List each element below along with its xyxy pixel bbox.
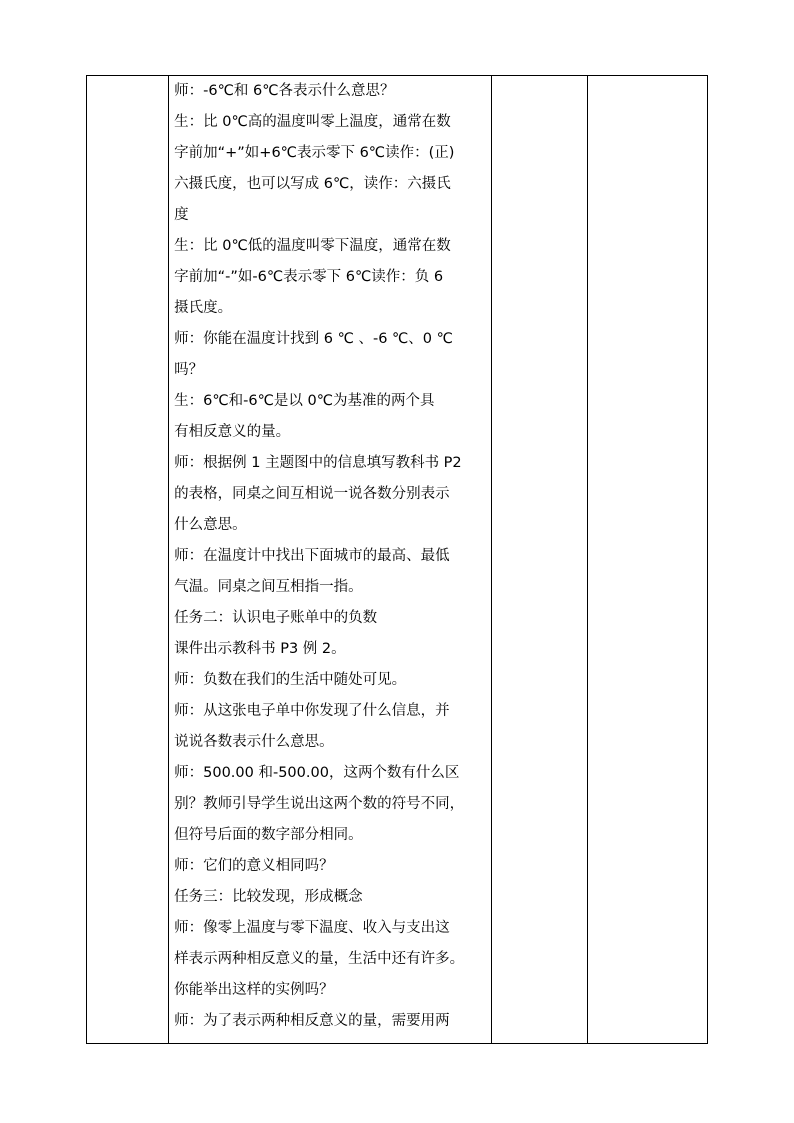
content-line: 师：从这张电子单中你发现了什么信息，并 <box>174 703 450 719</box>
content-line: 生：6℃和-6℃是以 0℃为基准的两个具 <box>174 393 435 409</box>
teaching-content-cell <box>169 76 492 1044</box>
content-line: 摄氏度。 <box>174 300 233 316</box>
student-activity-cell <box>491 76 587 1044</box>
table-row <box>87 76 708 1044</box>
content-line: 吗？ <box>174 362 204 378</box>
content-line: 但符号后面的数字部分相同。 <box>174 827 363 843</box>
content-line: 说说各数表示什么意思。 <box>174 734 334 750</box>
content-line: 师：在温度计中找出下面城市的最高、最低 <box>174 548 450 564</box>
content-line: 字前加“-”如-6℃表示零下 6℃读作：负 6 <box>174 269 444 285</box>
content-line: 别？教师引导学生说出这两个数的符号不同， <box>174 796 465 812</box>
content-line: 的表格，同桌之间互相说一说各数分别表示 <box>174 486 450 502</box>
content-line: 师：它们的意义相同吗？ <box>174 858 334 874</box>
content-line: 师：你能在温度计找到 6 ℃ 、-6 ℃、0 ℃ <box>174 331 453 347</box>
stage-cell <box>87 76 169 1044</box>
content-line: 你能举出这样的实例吗？ <box>174 982 334 998</box>
content-line: 生：比 0℃低的温度叫零下温度，通常在数 <box>174 238 451 254</box>
content-line: 任务二：认识电子账单中的负数 <box>174 610 378 626</box>
content-line: 师：-6℃和 6℃各表示什么意思？ <box>174 83 395 99</box>
design-intent-cell <box>587 76 707 1044</box>
content-line: 课件出示教科书 P3 例 2。 <box>174 641 346 657</box>
content-line: 任务三：比较发现，形成概念 <box>174 889 363 905</box>
content-line: 师：像零上温度与零下温度、收入与支出这 <box>174 920 450 936</box>
content-line: 气温。同桌之间互相指一指。 <box>174 579 363 595</box>
content-line: 有相反意义的量。 <box>174 424 291 440</box>
content-line: 样表示两种相反意义的量，生活中还有许多。 <box>174 951 465 967</box>
content-line: 师：负数在我们的生活中随处可见。 <box>174 672 407 688</box>
content-line: 六摄氏度，也可以写成 6℃，读作：六摄氏 <box>174 176 451 192</box>
content-line: 师：500.00 和-500.00，这两个数有什么区 <box>174 765 460 781</box>
content-line: 度 <box>174 207 189 223</box>
content-line: 师：为了表示两种相反意义的量，需要用两 <box>174 1013 450 1029</box>
content-line: 什么意思。 <box>174 517 247 533</box>
lesson-plan-table <box>86 75 708 1044</box>
content-line: 师：根据例 1 主题图中的信息填写教科书 P2 <box>174 455 462 471</box>
content-line: 字前加“+”如+6℃表示零下 6℃读作：(正) <box>174 145 455 161</box>
content-line: 生：比 0℃高的温度叫零上温度，通常在数 <box>174 114 451 130</box>
